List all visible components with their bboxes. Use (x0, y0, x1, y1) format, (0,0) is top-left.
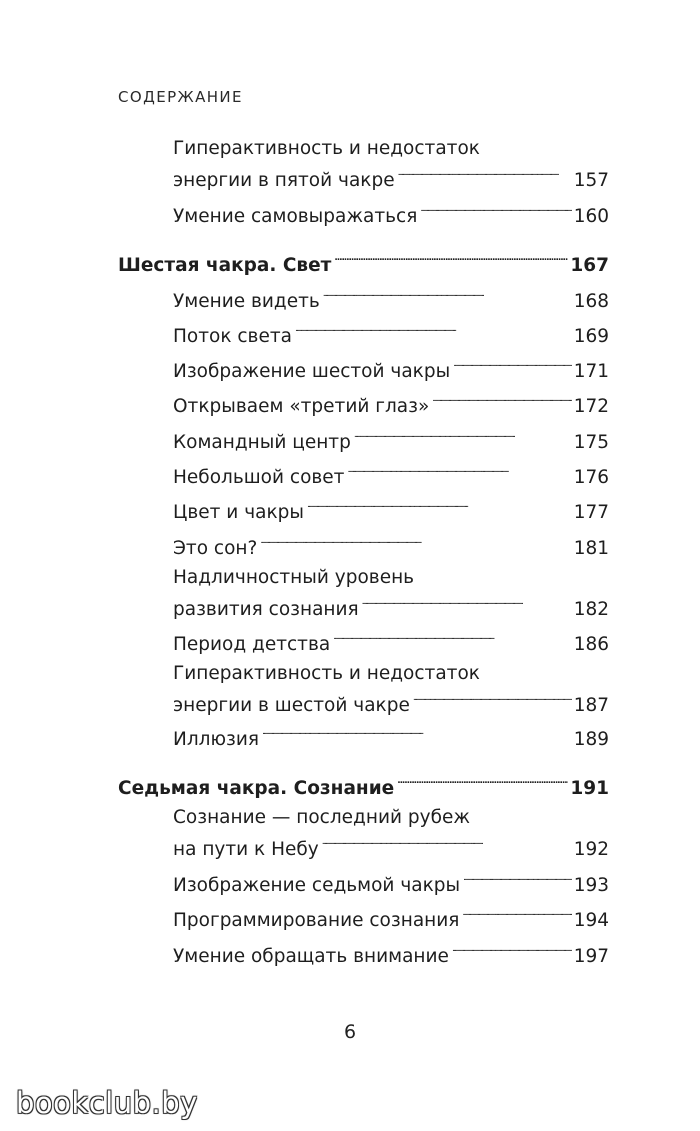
toc-entry-page: 168 (573, 291, 609, 312)
toc-entry[interactable] (173, 136, 609, 193)
dot-leader (307, 493, 572, 518)
dot-leader (453, 352, 572, 377)
toc-entry[interactable] (173, 493, 609, 525)
toc-entry-title: Умение обращать внимание (173, 946, 449, 967)
toc-entry-page: 193 (573, 875, 609, 896)
toc-entry[interactable] (173, 866, 609, 898)
dot-leader (295, 317, 572, 342)
dot-leader (333, 625, 572, 650)
toc-entry[interactable] (173, 529, 609, 561)
dot-leader (354, 423, 572, 448)
dot-leader (452, 937, 572, 962)
toc-entry-title: Это сон? (173, 538, 258, 559)
toc-entry-page: 182 (573, 599, 609, 620)
toc-entry-page: 181 (573, 538, 609, 559)
dot-leader (322, 830, 572, 855)
toc-chapter-page: 167 (570, 255, 609, 276)
dot-leader (462, 901, 571, 926)
toc-entry-title: Умение видеть (173, 291, 320, 312)
toc-entry-page: 169 (573, 326, 609, 347)
toc-entry-title: Изображение шестой чакры (173, 361, 451, 382)
toc-entry-page: 157 (573, 170, 609, 191)
toc-entry-title: энергии в пятой чакре (173, 170, 395, 191)
toc-chapter-title: Седьмая чакра. Сознание (118, 778, 395, 799)
page-number: 6 (343, 1021, 357, 1043)
toc-entry-title-line1: Надличностный уровень (173, 567, 415, 588)
toc-entry-title: Изображение седьмой чакры (173, 875, 461, 896)
toc-entry[interactable] (173, 317, 609, 349)
toc-entry-title: Поток света (173, 326, 292, 347)
toc-entry-title-line1: Гиперактивность и недостаток (173, 138, 480, 159)
toc-entry-title: Открываем «третий глаз» (173, 396, 430, 417)
dot-leader (362, 590, 572, 615)
toc-entry[interactable] (173, 805, 609, 862)
toc-entry-page: 197 (573, 946, 609, 967)
toc-entry[interactable] (173, 661, 609, 718)
toc-entry-page: 176 (573, 467, 609, 488)
toc-entry-title: Командный центр (173, 432, 351, 453)
dot-leader (397, 769, 568, 794)
dot-leader (323, 282, 572, 307)
running-head: СОДЕРЖАНИЕ (118, 88, 243, 106)
toc-chapter[interactable] (118, 246, 609, 278)
toc-entry-title-line1: Сознание — последний рубеж (173, 807, 471, 828)
dot-leader (463, 866, 572, 891)
toc-entry-title: Цвет и чакры (173, 502, 304, 523)
dot-leader (334, 246, 568, 271)
toc-entry-title: развития сознания (173, 599, 359, 620)
toc-entry-page: 171 (573, 361, 609, 382)
toc-entry[interactable] (173, 282, 609, 314)
toc-entry-page: 194 (573, 910, 609, 931)
toc-entry-page: 186 (573, 634, 609, 655)
toc-chapter-page: 191 (570, 778, 609, 799)
toc-entry-title: Период детства (173, 634, 331, 655)
toc-entry[interactable] (173, 197, 609, 229)
toc-entry-title: энергии в шестой чакре (173, 695, 410, 716)
toc-entry[interactable] (173, 458, 609, 490)
toc-entry[interactable] (173, 423, 609, 455)
toc-entry-page: 192 (573, 839, 609, 860)
toc-entry-title: Умение самовыражаться (173, 206, 418, 227)
dot-leader (432, 387, 571, 412)
toc-entry[interactable] (173, 352, 609, 384)
toc-entry-page: 177 (573, 502, 609, 523)
toc-entry[interactable] (173, 625, 609, 657)
toc-entry-title-line1: Гиперактивность и недостаток (173, 663, 480, 684)
dot-leader (260, 529, 571, 554)
toc-entry[interactable] (173, 720, 609, 752)
dot-leader (347, 458, 571, 483)
toc-entry-page: 187 (573, 695, 609, 716)
toc-entry-page: 160 (573, 206, 609, 227)
dot-leader (262, 720, 572, 745)
watermark: bookclub.by (16, 1086, 198, 1120)
toc-chapter[interactable] (118, 769, 609, 801)
toc-entry-page: 175 (573, 432, 609, 453)
dot-leader (398, 161, 572, 186)
toc-chapter-title: Шестая чакра. Свет (118, 255, 332, 276)
toc-entry-title: на пути к Небу (173, 839, 319, 860)
toc-entry[interactable] (173, 387, 609, 419)
toc-entry[interactable] (173, 565, 609, 622)
dot-leader (413, 686, 572, 711)
toc-entry-title: Иллюзия (173, 729, 260, 750)
toc-entry[interactable] (173, 937, 609, 969)
toc-entry-page: 172 (573, 396, 609, 417)
toc-entry[interactable] (173, 901, 609, 933)
dot-leader (420, 197, 571, 222)
toc-entry-title: Небольшой совет (173, 467, 345, 488)
toc-entry-page: 189 (573, 729, 609, 750)
toc-entry-title: Программирование сознания (173, 910, 460, 931)
